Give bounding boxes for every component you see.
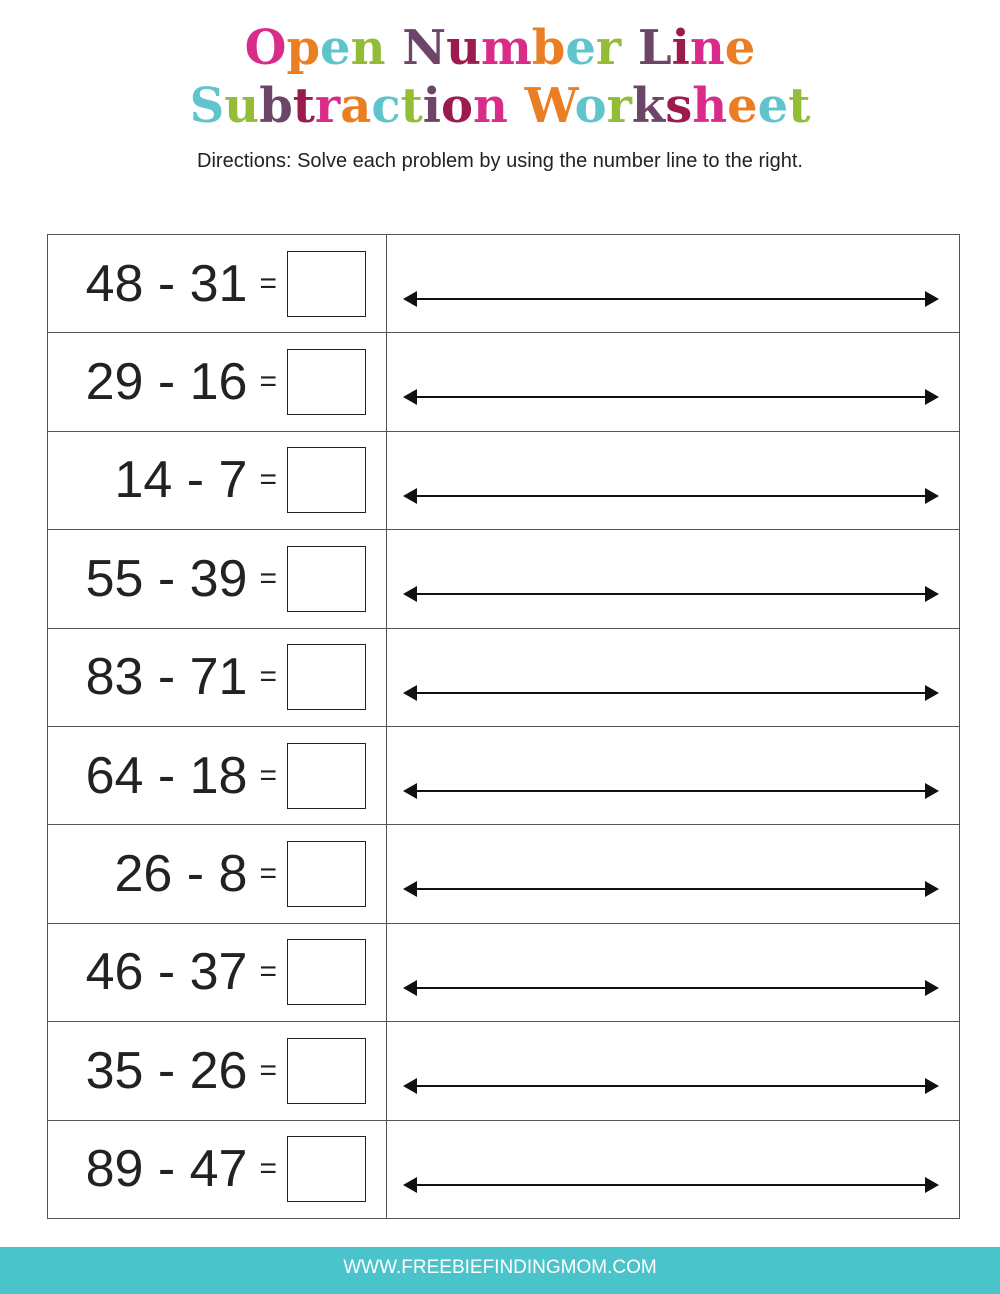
title-letter: r <box>606 78 632 134</box>
problem-row <box>48 825 959 923</box>
equals-sign: = <box>259 463 277 497</box>
problem-expression: 89 - 47 <box>85 1140 248 1199</box>
number-line-arrow-icon <box>405 1184 937 1186</box>
number-line-cell[interactable] <box>387 1121 959 1218</box>
title-letter: e <box>724 20 756 76</box>
title-letter: p <box>286 20 321 76</box>
answer-box[interactable] <box>287 447 366 513</box>
title-letter: n <box>350 20 386 76</box>
answer-box[interactable] <box>287 546 366 612</box>
title-line-2 <box>0 78 1000 134</box>
title-letter: e <box>565 20 596 76</box>
title-letter: m <box>480 20 532 76</box>
directions: Directions: Solve each problem by using the number line to the right. <box>197 150 803 172</box>
title-letter <box>385 20 402 76</box>
title-letter: t <box>400 78 423 134</box>
equals-sign: = <box>259 365 277 399</box>
title-letter: S <box>189 78 225 134</box>
problem-row <box>48 1022 959 1120</box>
problem-row <box>48 727 959 825</box>
problem-row <box>48 432 959 530</box>
title-letter: e <box>727 78 758 134</box>
answer-box[interactable] <box>287 349 366 415</box>
number-line-cell[interactable] <box>387 530 959 627</box>
footer-url: WWW.FREEBIEFINDINGMOM.COM <box>0 1247 1000 1294</box>
problem-row <box>48 1121 959 1218</box>
title-letter <box>621 20 638 76</box>
title-letter: u <box>446 20 481 76</box>
number-line-arrow-icon <box>405 987 937 989</box>
title-line-1 <box>0 20 1000 76</box>
number-line-cell[interactable] <box>387 727 959 824</box>
title-letter: o <box>574 78 607 134</box>
number-line-arrow-icon <box>405 692 937 694</box>
title-letter: i <box>671 20 690 76</box>
problem-cell <box>48 727 387 824</box>
problem-cell <box>48 333 387 430</box>
number-line-arrow-icon <box>405 298 937 300</box>
title-letter: r <box>314 78 341 134</box>
title-letter: i <box>422 78 441 134</box>
problem-row <box>48 235 959 333</box>
problem-row <box>48 629 959 727</box>
problem-expression: 64 - 18 <box>85 746 248 805</box>
title-letter: s <box>665 78 693 134</box>
number-line-arrow-icon <box>405 790 937 792</box>
equals-sign: = <box>259 266 277 300</box>
answer-box[interactable] <box>287 251 366 317</box>
equals-sign: = <box>259 1053 277 1087</box>
title-letter: b <box>531 20 566 76</box>
problem-cell <box>48 235 387 332</box>
title-letter: L <box>637 20 672 76</box>
problem-row <box>48 333 959 431</box>
problem-expression: 29 - 16 <box>85 353 248 412</box>
title-letter: n <box>689 20 725 76</box>
title-letter: O <box>244 20 287 76</box>
title-letter: t <box>292 78 315 134</box>
number-line-arrow-icon <box>405 888 937 890</box>
problem-cell <box>48 1022 387 1119</box>
problem-expression: 55 - 39 <box>85 549 248 608</box>
problem-row <box>48 924 959 1022</box>
problem-cell <box>48 432 387 529</box>
problem-expression: 26 - 8 <box>114 845 248 904</box>
title-letter: n <box>472 78 508 134</box>
title-letter: N <box>402 20 447 76</box>
number-line-arrow-icon <box>405 1085 937 1087</box>
number-line-arrow-icon <box>405 495 937 497</box>
problem-cell <box>48 924 387 1021</box>
title-letter: k <box>631 78 666 134</box>
title-letter: e <box>757 78 789 134</box>
number-line-cell[interactable] <box>387 825 959 922</box>
problem-expression: 35 - 26 <box>85 1041 248 1100</box>
number-line-arrow-icon <box>405 396 937 398</box>
equals-sign: = <box>259 955 277 989</box>
equals-sign: = <box>259 660 277 694</box>
problem-table <box>47 234 960 1219</box>
answer-box[interactable] <box>287 644 366 710</box>
equals-sign: = <box>259 857 277 891</box>
equals-sign: = <box>259 1152 277 1186</box>
answer-box[interactable] <box>287 841 366 907</box>
equals-sign: = <box>259 758 277 792</box>
title-letter: u <box>224 78 260 134</box>
title-letter: t <box>788 78 811 134</box>
title-letter: a <box>340 78 372 134</box>
problem-expression: 48 - 31 <box>85 254 248 313</box>
problem-row <box>48 530 959 628</box>
title-letter: b <box>259 78 293 134</box>
number-line-cell[interactable] <box>387 1022 959 1119</box>
number-line-cell[interactable] <box>387 629 959 726</box>
title-letter: W <box>524 78 575 134</box>
number-line-cell[interactable] <box>387 924 959 1021</box>
number-line-cell[interactable] <box>387 333 959 430</box>
problem-expression: 83 - 71 <box>85 648 248 707</box>
answer-box[interactable] <box>287 1038 366 1104</box>
title-letter: c <box>371 78 401 134</box>
number-line-cell[interactable] <box>387 235 959 332</box>
title-letter: e <box>320 20 351 76</box>
problem-cell <box>48 629 387 726</box>
title-letter: r <box>595 20 622 76</box>
answer-box[interactable] <box>287 1136 366 1202</box>
title-letter <box>508 78 525 134</box>
number-line-cell[interactable] <box>387 432 959 529</box>
problem-cell <box>48 1121 387 1218</box>
answer-box[interactable] <box>287 743 366 809</box>
problem-expression: 46 - 37 <box>85 943 248 1002</box>
answer-box[interactable] <box>287 939 366 1005</box>
number-line-arrow-icon <box>405 593 937 595</box>
title-letter: h <box>692 78 728 134</box>
problem-expression: 14 - 7 <box>114 451 248 510</box>
problem-cell <box>48 825 387 922</box>
title-letter: o <box>440 78 473 134</box>
equals-sign: = <box>259 561 277 595</box>
problem-cell <box>48 530 387 627</box>
